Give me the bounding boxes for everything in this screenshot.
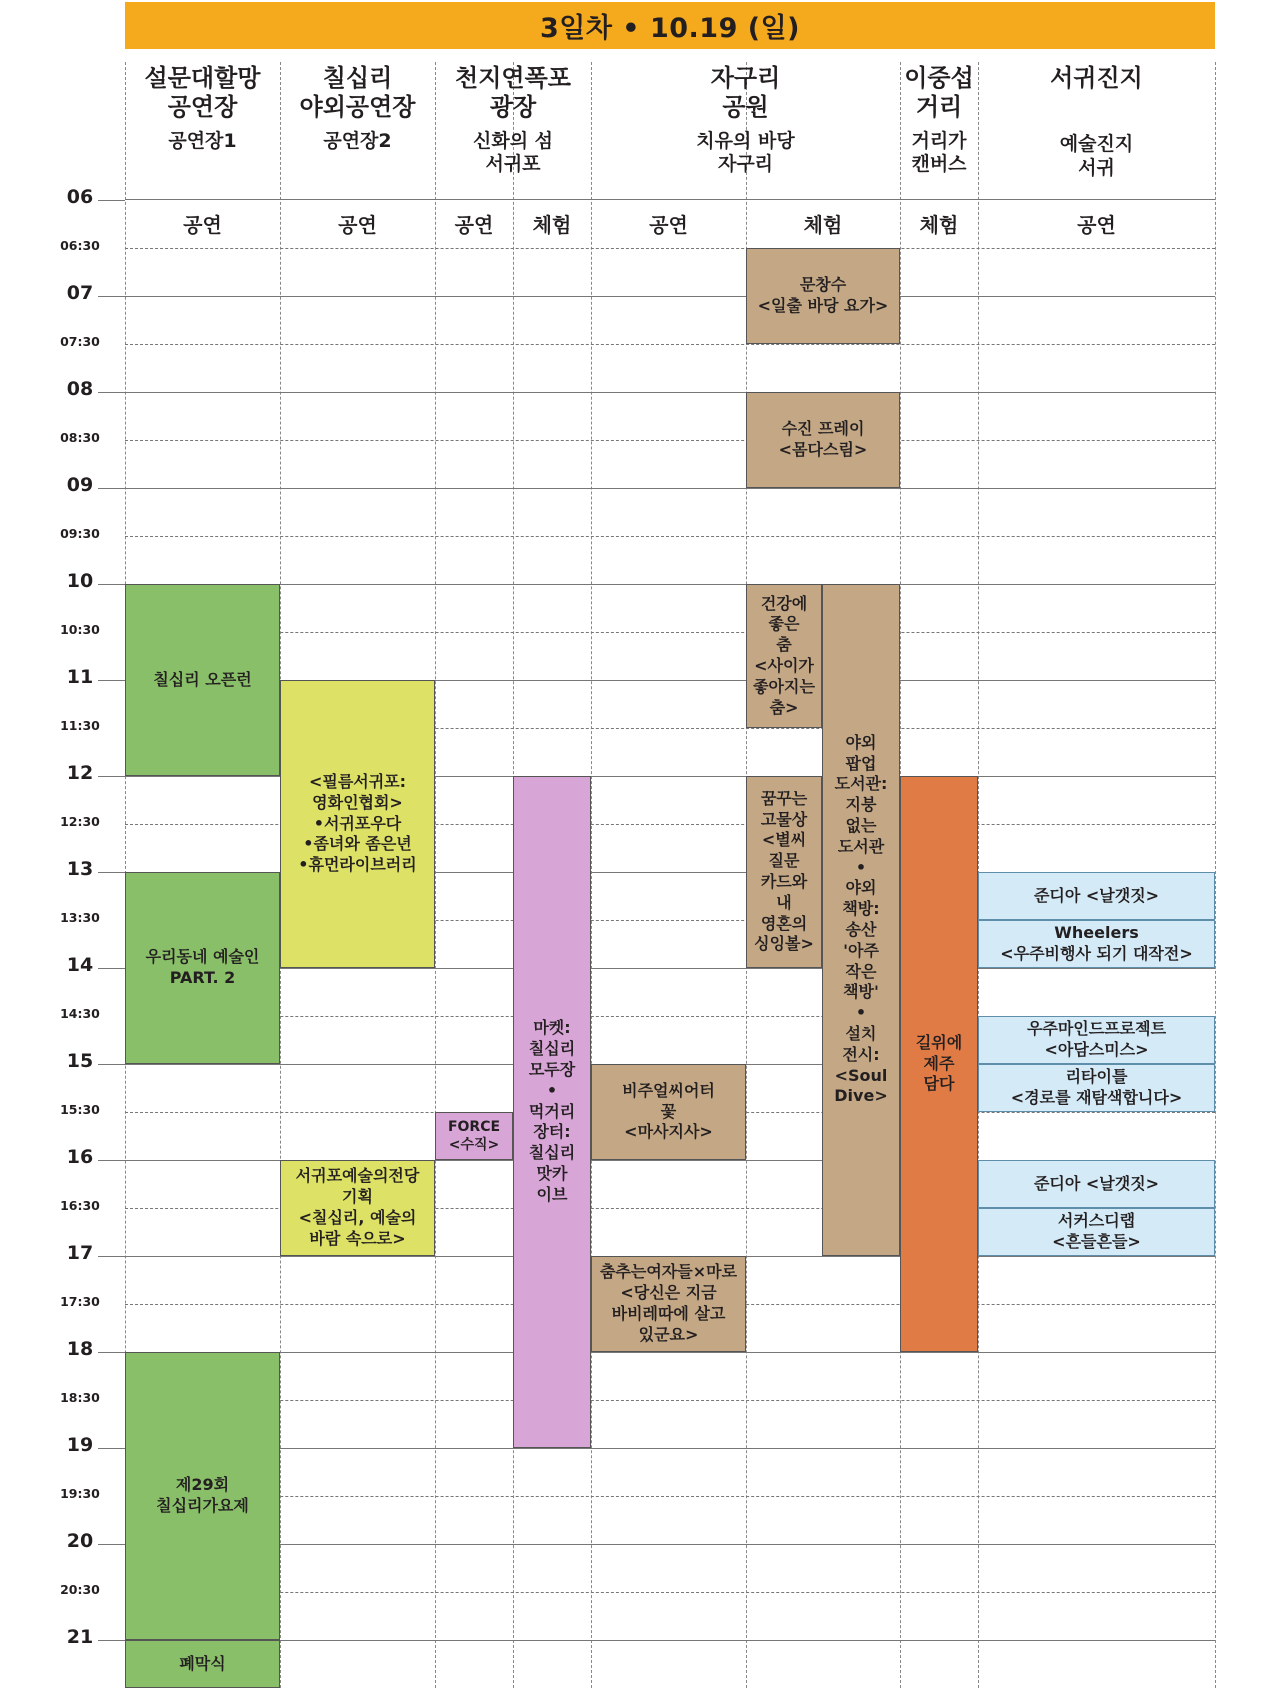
time-line xyxy=(125,248,1215,249)
time-label: 18:30 xyxy=(60,1390,100,1405)
time-label: 12:30 xyxy=(60,814,100,829)
time-label: 10 xyxy=(66,570,94,592)
event-text-line: 서귀포예술의전당 xyxy=(295,1166,420,1186)
event-text-line: 꿈꾸는 xyxy=(760,788,808,808)
time-label: 11:30 xyxy=(60,718,100,733)
event-text-line: 야외 xyxy=(845,732,877,752)
event-text-line: 있군요> xyxy=(638,1324,699,1344)
time-label: 16 xyxy=(66,1146,94,1168)
time-line xyxy=(98,392,1215,393)
event-text-line: 춤 xyxy=(776,635,792,655)
venue-subtitle-line: 예술진지 xyxy=(1059,132,1134,155)
venue-name-line: 천지연폭포 xyxy=(455,64,571,92)
time-line xyxy=(125,632,1215,633)
event-text-line: <아담스미스> xyxy=(1044,1040,1149,1059)
time-line xyxy=(125,536,1215,537)
venue-name-line: 이중섭 xyxy=(904,64,974,92)
time-label: 06:30 xyxy=(60,238,100,253)
kind-label: 체험 xyxy=(532,213,572,237)
event-text-line: PART. 2 xyxy=(169,968,236,987)
event-text-line: 도서관 xyxy=(837,836,885,856)
event-text-line: <사이가 xyxy=(754,656,814,675)
event-our-artist[interactable] xyxy=(125,872,280,1064)
event-text-line: 수진 프레이 xyxy=(781,419,865,439)
time-label: 13 xyxy=(66,858,94,880)
event-text-line: 좋아지는 xyxy=(753,676,815,696)
event-text-line: <수직> xyxy=(448,1137,500,1153)
event-text-line: 없는 xyxy=(845,816,877,836)
time-label: 14:30 xyxy=(60,1006,100,1021)
event-text-line: 설치 xyxy=(845,1023,877,1043)
event-popup-library[interactable] xyxy=(822,584,900,1256)
kind-label: 체험 xyxy=(803,213,843,237)
time-label: 11 xyxy=(66,666,94,688)
event-text-line: • xyxy=(855,1003,867,1023)
time-label: 14 xyxy=(66,954,94,976)
time-label: 20 xyxy=(66,1530,94,1552)
event-text-line: 서커스디랩 xyxy=(1057,1211,1136,1231)
venue-name xyxy=(435,64,591,122)
time-label: 16:30 xyxy=(60,1198,100,1213)
event-text-line: 칠십리 오픈런 xyxy=(153,669,252,689)
event-text-line: 리타이틀 xyxy=(1065,1067,1128,1087)
event-market[interactable] xyxy=(513,776,591,1448)
venue-5 xyxy=(900,64,978,177)
time-line xyxy=(98,776,1215,777)
event-text-line: 칠십리 xyxy=(528,1039,576,1059)
event-text-line: 비주얼씨어터 xyxy=(622,1080,715,1100)
venue-name-line: 야외공연장 xyxy=(299,92,416,121)
time-line xyxy=(125,1592,1215,1593)
event-text-line: <마사지사> xyxy=(624,1122,713,1142)
event-text-line: 준디아 <날갯짓> xyxy=(1033,1173,1160,1193)
event-text-line: FORCE xyxy=(447,1118,501,1135)
event-visual-theater[interactable] xyxy=(591,1064,746,1160)
column-divider xyxy=(591,62,592,1688)
venue-name xyxy=(978,64,1215,93)
event-text-line: 도서관: xyxy=(834,774,888,794)
time-label: 20:30 xyxy=(60,1582,100,1597)
venue-name-line: 공원 xyxy=(722,92,769,121)
column-divider xyxy=(1215,62,1216,1688)
venue-3 xyxy=(435,64,591,177)
venue-name xyxy=(591,64,900,122)
event-text-line: 이브 xyxy=(536,1184,568,1204)
event-song-festival[interactable] xyxy=(125,1352,280,1640)
event-text-line: <별씨 xyxy=(761,830,807,850)
event-text-line: 전시: xyxy=(842,1044,880,1064)
venue-name-line: 거리 xyxy=(915,92,963,121)
time-label: 17:30 xyxy=(60,1294,100,1309)
time-label: 19 xyxy=(66,1434,94,1456)
event-opening-run[interactable] xyxy=(125,584,280,776)
event-text-line: 맛카 xyxy=(536,1163,568,1183)
time-label: 21 xyxy=(66,1626,94,1648)
venue-name-line: 설문대할망 xyxy=(144,64,261,92)
day-banner: 3일차 • 10.19 (일) xyxy=(125,2,1215,49)
event-text-line: 내 xyxy=(776,892,792,912)
venue-name xyxy=(280,64,435,122)
event-text-line: 우주마인드프로젝트 xyxy=(1026,1019,1167,1039)
event-text-line: Wheelers xyxy=(1054,923,1139,943)
venue-subtitle-line: 자구리 xyxy=(717,153,774,176)
event-text-line: 마켓: xyxy=(533,1018,571,1038)
time-label: 18 xyxy=(66,1338,94,1360)
time-label: 15 xyxy=(66,1050,94,1072)
event-text-line: 건강에 xyxy=(760,593,808,613)
venue-subtitle xyxy=(125,130,280,154)
event-text-line: •좀녀와 좀은년 xyxy=(303,834,412,854)
time-line xyxy=(98,296,1215,297)
event-body-dance[interactable] xyxy=(746,392,900,488)
venue-name-line: 광장 xyxy=(489,92,537,121)
time-label: 12 xyxy=(66,762,94,784)
event-text-line: 야외 xyxy=(845,878,877,898)
kind-label: 공연 xyxy=(1077,213,1116,237)
venue-subtitle xyxy=(900,130,978,178)
time-line xyxy=(125,1496,1215,1497)
event-text-line: • xyxy=(546,1080,558,1100)
event-text-line: •휴먼라이브러리 xyxy=(298,855,417,875)
time-line xyxy=(98,488,1215,489)
event-text-line: <경로를 재탐색합니다> xyxy=(1010,1088,1183,1107)
column-divider xyxy=(435,62,436,1688)
event-film-seogwipo[interactable] xyxy=(280,680,435,968)
venue-subtitle-line: 거리가 xyxy=(911,129,967,152)
event-text-line: 책방' xyxy=(843,982,879,1002)
event-text-line: 장터: xyxy=(533,1122,571,1142)
kind-label: 공연 xyxy=(454,213,494,237)
event-text-line: <몸다스림> xyxy=(778,440,868,459)
time-label: 07 xyxy=(66,282,94,304)
venue-subtitle xyxy=(280,130,435,154)
event-text-line: 바비레따에 살고 xyxy=(611,1304,726,1323)
event-text-line: 질문 xyxy=(768,851,800,871)
event-text-line: 우리동네 예술인 xyxy=(145,947,260,967)
event-text-line: <Soul xyxy=(834,1065,888,1085)
venue-name-line: 칠십리 xyxy=(322,64,393,92)
event-text-line: 춤> xyxy=(769,697,799,717)
event-text-line: <필름서귀포: xyxy=(308,772,407,791)
venue-subtitle xyxy=(435,130,591,178)
event-text-line: <칠십리, 예술의 xyxy=(298,1208,417,1227)
event-text-line: 담다 xyxy=(923,1074,955,1094)
event-text-line: 영혼의 xyxy=(760,913,808,933)
event-dancing-women[interactable] xyxy=(591,1256,746,1352)
event-text-line: 모두장 xyxy=(528,1060,576,1079)
venue-subtitle-line: 서귀포 xyxy=(485,153,541,176)
venue-subtitle-line: 신화의 섬 xyxy=(472,129,554,152)
event-text-line: 문창수 xyxy=(799,275,847,295)
time-line xyxy=(125,344,1215,345)
event-text-line: 제29회 xyxy=(175,1475,230,1495)
time-label: 06 xyxy=(66,186,94,208)
event-text-line: 칠십리가요제 xyxy=(156,1496,249,1515)
time-label: 09:30 xyxy=(60,526,100,541)
event-force[interactable] xyxy=(435,1112,513,1160)
venue-subtitle-line: 캔버스 xyxy=(911,153,967,176)
venue-subtitle-line: 공연장1 xyxy=(168,129,237,152)
event-space-mind[interactable] xyxy=(978,1016,1215,1064)
venue-2 xyxy=(280,64,435,153)
kind-label: 공연 xyxy=(183,213,222,237)
venue-name-line: 자구리 xyxy=(710,64,781,92)
venue-subtitle xyxy=(978,133,1215,181)
event-text-line: 고물상 xyxy=(760,809,808,829)
event-text-line: • xyxy=(855,857,867,877)
event-text-line: 카드와 xyxy=(760,872,808,891)
event-jundia-2[interactable] xyxy=(978,1160,1215,1208)
venue-subtitle-line: 서귀 xyxy=(1078,156,1115,179)
event-text-line: <일출 바당 요가> xyxy=(757,296,889,315)
event-text-line: 길위에 xyxy=(915,1032,963,1052)
venue-1 xyxy=(125,64,280,153)
venue-6 xyxy=(978,64,1215,180)
event-text-line: 영화인협회> xyxy=(312,792,403,812)
event-circus-lab[interactable] xyxy=(978,1208,1215,1256)
event-text-line: 지붕 xyxy=(845,795,877,815)
venue-name xyxy=(125,64,280,122)
time-label: 13:30 xyxy=(60,910,100,925)
venue-4 xyxy=(591,64,900,177)
event-text-line: 준디아 <날갯짓> xyxy=(1033,885,1160,905)
event-text-line: 책방: xyxy=(842,899,880,919)
event-junk-shop[interactable] xyxy=(746,776,822,968)
event-text-line: 작은 xyxy=(845,961,877,981)
time-label: 08:30 xyxy=(60,430,100,445)
event-text-line: 먹거리 xyxy=(528,1101,576,1121)
event-text-line: 제주 xyxy=(923,1053,955,1073)
event-arts-center[interactable] xyxy=(280,1160,435,1256)
event-text-line: 기획 xyxy=(342,1187,373,1207)
time-label: 10:30 xyxy=(60,622,100,637)
kind-label: 공연 xyxy=(338,213,377,237)
event-text-line: 칠십리 xyxy=(528,1143,576,1163)
event-sunrise-yoga[interactable] xyxy=(746,248,900,344)
event-wheelers[interactable] xyxy=(978,920,1215,968)
event-retitle[interactable] xyxy=(978,1064,1215,1112)
event-text-line: <흔들흔들> xyxy=(1052,1232,1141,1251)
event-jeju-on-street[interactable] xyxy=(900,776,978,1352)
event-text-line: •서귀포우다 xyxy=(313,813,402,833)
kind-label: 공연 xyxy=(649,213,688,237)
time-line xyxy=(125,440,1215,441)
event-text-line: 좋은 xyxy=(768,614,800,634)
time-label: 17 xyxy=(66,1242,94,1264)
event-text-line: '아주 xyxy=(843,940,879,960)
time-line xyxy=(125,1400,1215,1401)
event-jundia-1[interactable] xyxy=(978,872,1215,920)
header-divider xyxy=(125,199,1215,200)
event-text-line: 바람 속으로> xyxy=(309,1228,406,1248)
venue-subtitle-line: 치유의 바당 xyxy=(696,129,795,152)
time-label: 07:30 xyxy=(60,334,100,349)
event-text-line: Dive> xyxy=(834,1086,888,1106)
time-label: 08 xyxy=(66,378,94,400)
time-label: 19:30 xyxy=(60,1486,100,1501)
venue-name-line: 공연장 xyxy=(167,92,238,121)
event-text-line: 팝업 xyxy=(845,753,877,773)
venue-name-line: 서귀진지 xyxy=(1050,64,1143,92)
event-text-line: 송산 xyxy=(845,920,877,939)
event-text-line: 싱잉볼> xyxy=(754,934,814,954)
venue-name xyxy=(900,64,978,122)
event-text-line: 꽃 xyxy=(660,1101,677,1121)
venue-subtitle xyxy=(591,130,900,178)
kind-label: 체험 xyxy=(919,213,959,237)
event-closing[interactable] xyxy=(125,1640,280,1688)
event-text-line: <우주비행사 되기 대작전> xyxy=(1000,944,1193,963)
time-label: 15:30 xyxy=(60,1102,100,1117)
time-label: 09 xyxy=(66,474,94,496)
event-text-line: 폐막식 xyxy=(179,1653,226,1673)
venue-subtitle-line: 공연장2 xyxy=(323,129,392,152)
event-text-line: <당신은 지금 xyxy=(620,1283,717,1303)
event-healthy-dance[interactable] xyxy=(746,584,822,728)
event-text-line: 춤추는여자들×마로 xyxy=(599,1262,738,1282)
